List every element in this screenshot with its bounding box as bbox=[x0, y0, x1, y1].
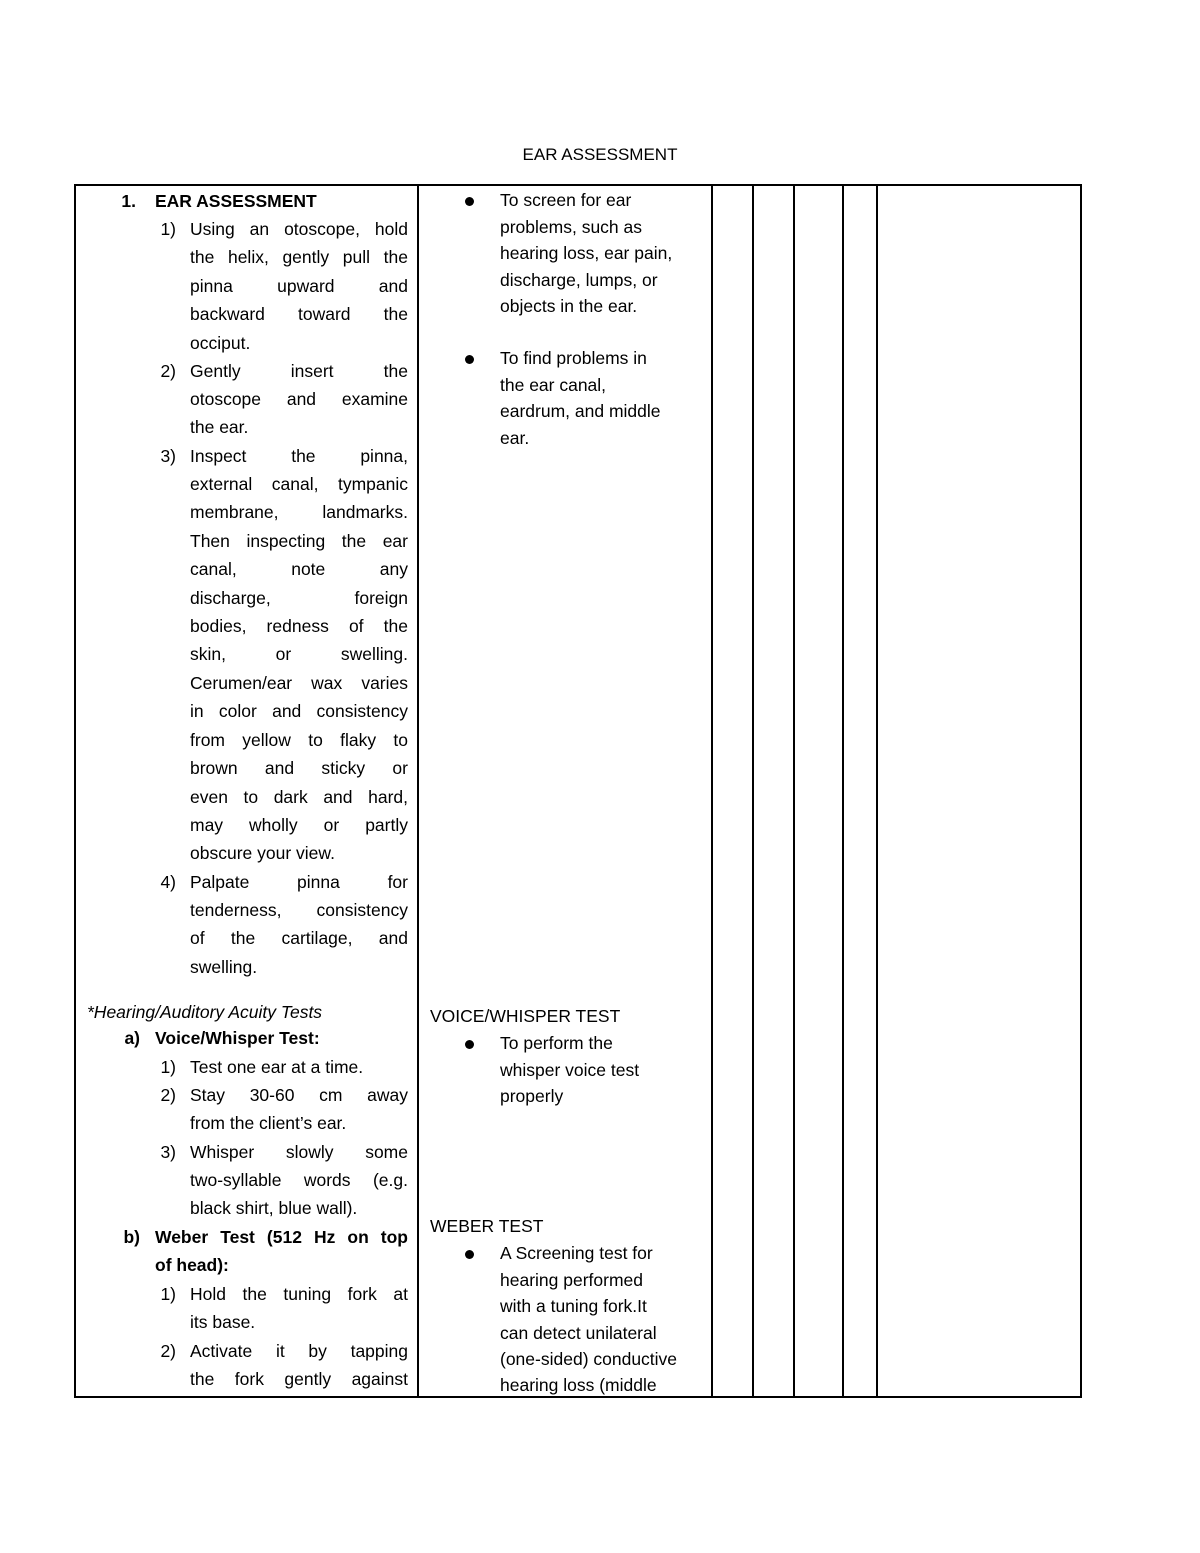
step-line: Gently insert the bbox=[190, 361, 408, 381]
step-line: may wholly or partly bbox=[190, 815, 408, 835]
voice-test-letter: a) bbox=[124, 1028, 140, 1048]
step-line: membrane, landmarks. bbox=[190, 502, 408, 522]
rationale-line: eardrum, and middle bbox=[500, 401, 661, 421]
rationale-line: properly bbox=[500, 1086, 564, 1106]
rationale-line: To screen for ear bbox=[500, 190, 632, 210]
page-title: EAR ASSESSMENT bbox=[522, 145, 678, 164]
column-divider bbox=[711, 184, 713, 1398]
rationale-line: objects in the ear. bbox=[500, 296, 638, 316]
step-number: 2) bbox=[160, 361, 176, 381]
step-line: brown and sticky or bbox=[190, 758, 408, 778]
step-line: external canal, tympanic bbox=[190, 474, 408, 494]
step-line: the helix, gently pull the bbox=[190, 247, 408, 267]
step-line: otoscope and examine bbox=[190, 389, 408, 409]
step-line: from the client’s ear. bbox=[190, 1113, 347, 1133]
weber-test-letter: b) bbox=[123, 1227, 140, 1247]
rationale-line: To perform the bbox=[500, 1033, 613, 1053]
step-line: tenderness, consistency bbox=[190, 900, 408, 920]
step-line: discharge, foreign bbox=[190, 588, 408, 608]
step-line: even to dark and hard, bbox=[190, 787, 408, 807]
rationale-line: the ear canal, bbox=[500, 375, 607, 395]
step-number: 3) bbox=[160, 1142, 176, 1162]
step-line: canal, note any bbox=[190, 559, 408, 579]
rationale-line: hearing performed bbox=[500, 1270, 643, 1290]
step-line: backward toward the bbox=[190, 304, 408, 324]
step-line: of the cartilage, and bbox=[190, 928, 408, 948]
step-number: 4) bbox=[160, 872, 176, 892]
step-line: black shirt, blue wall). bbox=[190, 1198, 358, 1218]
step-line: swelling. bbox=[190, 957, 258, 977]
rationale-line: with a tuning fork.It bbox=[500, 1296, 647, 1316]
step-line: Then inspecting the ear bbox=[190, 531, 408, 551]
step-line: pinna upward and bbox=[190, 276, 408, 296]
step-number: 2) bbox=[160, 1341, 176, 1361]
rationale-line: ear. bbox=[500, 428, 530, 448]
step-number: 1) bbox=[160, 219, 176, 239]
rationale-line: To find problems in bbox=[500, 348, 647, 368]
step-line: the ear. bbox=[190, 417, 249, 437]
step-line: bodies, redness of the bbox=[190, 616, 408, 636]
rationale-line: hearing loss (middle bbox=[500, 1375, 657, 1395]
rationale-line: discharge, lumps, or bbox=[500, 270, 658, 290]
bullet-icon bbox=[465, 1250, 474, 1259]
step-line: in color and consistency bbox=[190, 701, 408, 721]
step-line: Stay 30-60 cm away bbox=[190, 1085, 408, 1105]
column-divider bbox=[752, 184, 754, 1398]
bullet-icon bbox=[465, 355, 474, 364]
weber-heading: WEBER TEST bbox=[430, 1216, 544, 1236]
column-divider bbox=[842, 184, 844, 1398]
section-heading: EAR ASSESSMENT bbox=[155, 191, 317, 211]
rationale-line: A Screening test for bbox=[500, 1243, 653, 1263]
rationale-line: can detect unilateral bbox=[500, 1323, 657, 1343]
column-divider bbox=[876, 184, 878, 1398]
column-divider bbox=[417, 184, 419, 1398]
bullet-icon bbox=[465, 1040, 474, 1049]
step-line: Cerumen/ear wax varies bbox=[190, 673, 408, 693]
step-number: 1) bbox=[160, 1284, 176, 1304]
step-number: 1) bbox=[160, 1057, 176, 1077]
step-line: Whisper slowly some bbox=[190, 1142, 408, 1162]
step-line: Hold the tuning fork at bbox=[190, 1284, 408, 1304]
step-line: occiput. bbox=[190, 333, 251, 353]
step-line: two-syllable words (e.g. bbox=[190, 1170, 408, 1190]
step-line: from yellow to flaky to bbox=[190, 730, 408, 750]
step-line: Inspect the pinna, bbox=[190, 446, 408, 466]
voice-test-label: Voice/Whisper Test: bbox=[155, 1028, 320, 1048]
step-number: 3) bbox=[160, 446, 176, 466]
bullet-icon bbox=[465, 197, 474, 206]
step-line: the fork gently against bbox=[190, 1369, 408, 1389]
step-line: Palpate pinna for bbox=[190, 872, 408, 892]
weber-test-label: Weber Test (512 Hz on top bbox=[155, 1227, 408, 1247]
step-line: obscure your view. bbox=[190, 843, 335, 863]
step-number: 2) bbox=[160, 1085, 176, 1105]
step-line: skin, or swelling. bbox=[190, 644, 408, 664]
section-number: 1. bbox=[121, 191, 136, 211]
step-line: its base. bbox=[190, 1312, 256, 1332]
rationale-line: hearing loss, ear pain, bbox=[500, 243, 673, 263]
rationale-line: problems, such as bbox=[500, 217, 643, 237]
step-line: Activate it by tapping bbox=[190, 1341, 408, 1361]
rationale-line: (one-sided) conductive bbox=[500, 1349, 678, 1369]
hearing-tests-heading: *Hearing/Auditory Acuity Tests bbox=[87, 1002, 323, 1022]
weber-test-label: of head): bbox=[155, 1255, 229, 1275]
voice-whisper-heading: VOICE/WHISPER TEST bbox=[430, 1006, 621, 1026]
column-divider bbox=[793, 184, 795, 1398]
step-line: Using an otoscope, hold bbox=[190, 219, 408, 239]
step-line: Test one ear at a time. bbox=[190, 1057, 364, 1077]
rationale-line: whisper voice test bbox=[500, 1060, 640, 1080]
